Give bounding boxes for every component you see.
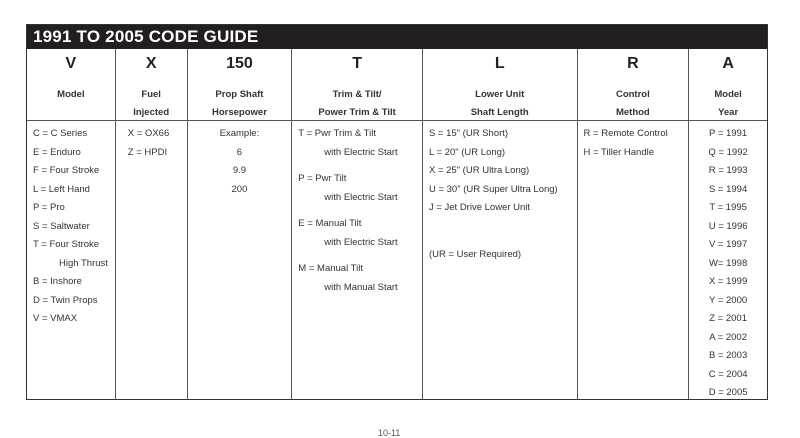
column-code: T bbox=[352, 55, 362, 72]
entry: S = 15" (UR Short) bbox=[428, 128, 509, 139]
columns bbox=[27, 49, 767, 399]
entry: C = C Series bbox=[33, 128, 88, 139]
column-header bbox=[116, 49, 187, 121]
code-guide-table bbox=[26, 24, 768, 400]
header-line: Horsepower bbox=[211, 107, 267, 118]
column-header-text bbox=[578, 86, 689, 122]
entry: Y = 2000 bbox=[709, 294, 748, 306]
column-entries bbox=[689, 121, 767, 403]
entry: V = 1997 bbox=[708, 239, 748, 250]
column-model-year bbox=[689, 49, 767, 399]
column-horsepower bbox=[188, 49, 293, 399]
column-entries bbox=[292, 121, 422, 297]
entry: P = Pro bbox=[33, 202, 65, 213]
entry-continuation: High Thrust bbox=[59, 257, 108, 269]
entry: R = 1993 bbox=[708, 165, 748, 176]
column-header-text bbox=[27, 86, 115, 104]
header-line: Method bbox=[615, 107, 650, 118]
column-entries bbox=[116, 121, 187, 162]
spacer bbox=[298, 252, 422, 260]
entry: T = Four Stroke bbox=[33, 239, 100, 250]
spacer bbox=[429, 218, 577, 246]
column-header bbox=[188, 49, 292, 121]
table-title: 1991 TO 2005 CODE GUIDE bbox=[27, 25, 767, 49]
entry: Z = HPDI bbox=[127, 146, 168, 158]
entry: E = Enduro bbox=[33, 146, 81, 158]
entry: U = 1996 bbox=[708, 220, 748, 232]
entry: B = 2003 bbox=[708, 350, 748, 361]
entry: P = Pwr Tilt bbox=[298, 173, 347, 184]
header-line: Power Trim & Tilt bbox=[318, 107, 396, 118]
entry: T = 1995 bbox=[709, 202, 747, 213]
entry: H = Tiller Handle bbox=[583, 146, 655, 158]
entry: 6 bbox=[236, 146, 243, 158]
entry: Example: bbox=[219, 128, 260, 139]
entry: R = Remote Control bbox=[583, 128, 668, 139]
column-model bbox=[27, 49, 116, 399]
page-number: 10-11 bbox=[378, 428, 401, 438]
entry: 200 bbox=[231, 183, 248, 195]
entry: X = 1999 bbox=[708, 276, 748, 287]
entry: X = 25" (UR Ultra Long) bbox=[428, 165, 530, 176]
column-header-text bbox=[689, 86, 767, 122]
header-line: Model bbox=[714, 89, 742, 100]
entry: W= 1998 bbox=[708, 257, 748, 269]
entry: M = Manual Tilt bbox=[298, 263, 363, 274]
column-trim-tilt bbox=[292, 49, 423, 399]
column-shaft-length bbox=[423, 49, 578, 399]
entry: V = VMAX bbox=[33, 313, 78, 324]
column-header bbox=[27, 49, 115, 121]
header-line: Model bbox=[57, 89, 85, 100]
column-entries bbox=[27, 121, 115, 329]
entry: E = Manual Tilt bbox=[298, 218, 362, 229]
column-control-method bbox=[578, 49, 690, 399]
column-entries bbox=[188, 121, 292, 199]
header-line: Trim & Tilt/ bbox=[332, 89, 382, 100]
entry-continuation: with Manual Start bbox=[324, 281, 398, 293]
spacer bbox=[298, 207, 422, 215]
header-line: Injected bbox=[133, 107, 170, 118]
column-code: 150 bbox=[226, 55, 253, 72]
entry: A = 2002 bbox=[709, 331, 747, 343]
entry: D = Twin Props bbox=[33, 294, 98, 306]
entry: L = Left Hand bbox=[33, 183, 90, 195]
column-entries bbox=[578, 121, 689, 162]
entry: X = OX66 bbox=[127, 128, 170, 139]
entry: L = 20" (UR Long) bbox=[428, 146, 506, 158]
entry: 9.9 bbox=[232, 165, 247, 176]
entry-note: (UR = User Required) bbox=[428, 248, 522, 260]
entry: Q = 1992 bbox=[708, 146, 748, 158]
column-code: R bbox=[627, 55, 639, 72]
entry: C = 2004 bbox=[708, 368, 748, 380]
spacer bbox=[298, 162, 422, 170]
header-line: Lower Unit bbox=[475, 89, 525, 100]
column-code: L bbox=[494, 55, 505, 72]
column-code: X bbox=[145, 55, 157, 72]
entry-continuation: with Electric Start bbox=[324, 146, 398, 158]
entry: F = Four Stroke bbox=[33, 165, 100, 176]
column-header-text bbox=[292, 86, 422, 122]
column-header bbox=[292, 49, 422, 121]
entry: J = Jet Drive Lower Unit bbox=[428, 202, 531, 213]
column-header bbox=[578, 49, 689, 121]
entry: S = Saltwater bbox=[33, 220, 90, 232]
column-fuel-injected bbox=[116, 49, 188, 399]
column-header bbox=[689, 49, 767, 121]
entry: Z = 2001 bbox=[709, 313, 747, 324]
column-header-text bbox=[188, 86, 292, 122]
entry: U = 30" (UR Super Ultra Long) bbox=[428, 183, 558, 195]
header-line: Prop Shaft bbox=[215, 89, 264, 100]
entry: S = 1994 bbox=[708, 183, 748, 195]
header-line: Control bbox=[615, 89, 650, 100]
entry: T = Pwr Trim & Tilt bbox=[298, 128, 376, 139]
header-line: Shaft Length bbox=[470, 107, 529, 118]
column-entries bbox=[423, 121, 577, 264]
column-header bbox=[423, 49, 577, 121]
entry: B = Inshore bbox=[33, 276, 82, 287]
entry-continuation: with Electric Start bbox=[324, 191, 398, 203]
column-header-text bbox=[423, 86, 577, 122]
header-line: Year bbox=[718, 107, 739, 118]
entry-continuation: with Electric Start bbox=[324, 236, 398, 248]
entry: P = 1991 bbox=[709, 128, 748, 139]
column-code: A bbox=[722, 55, 734, 72]
column-header-text bbox=[116, 86, 187, 122]
header-line: Fuel bbox=[141, 89, 161, 100]
entry: D = 2005 bbox=[708, 387, 748, 398]
column-code: V bbox=[65, 55, 77, 72]
